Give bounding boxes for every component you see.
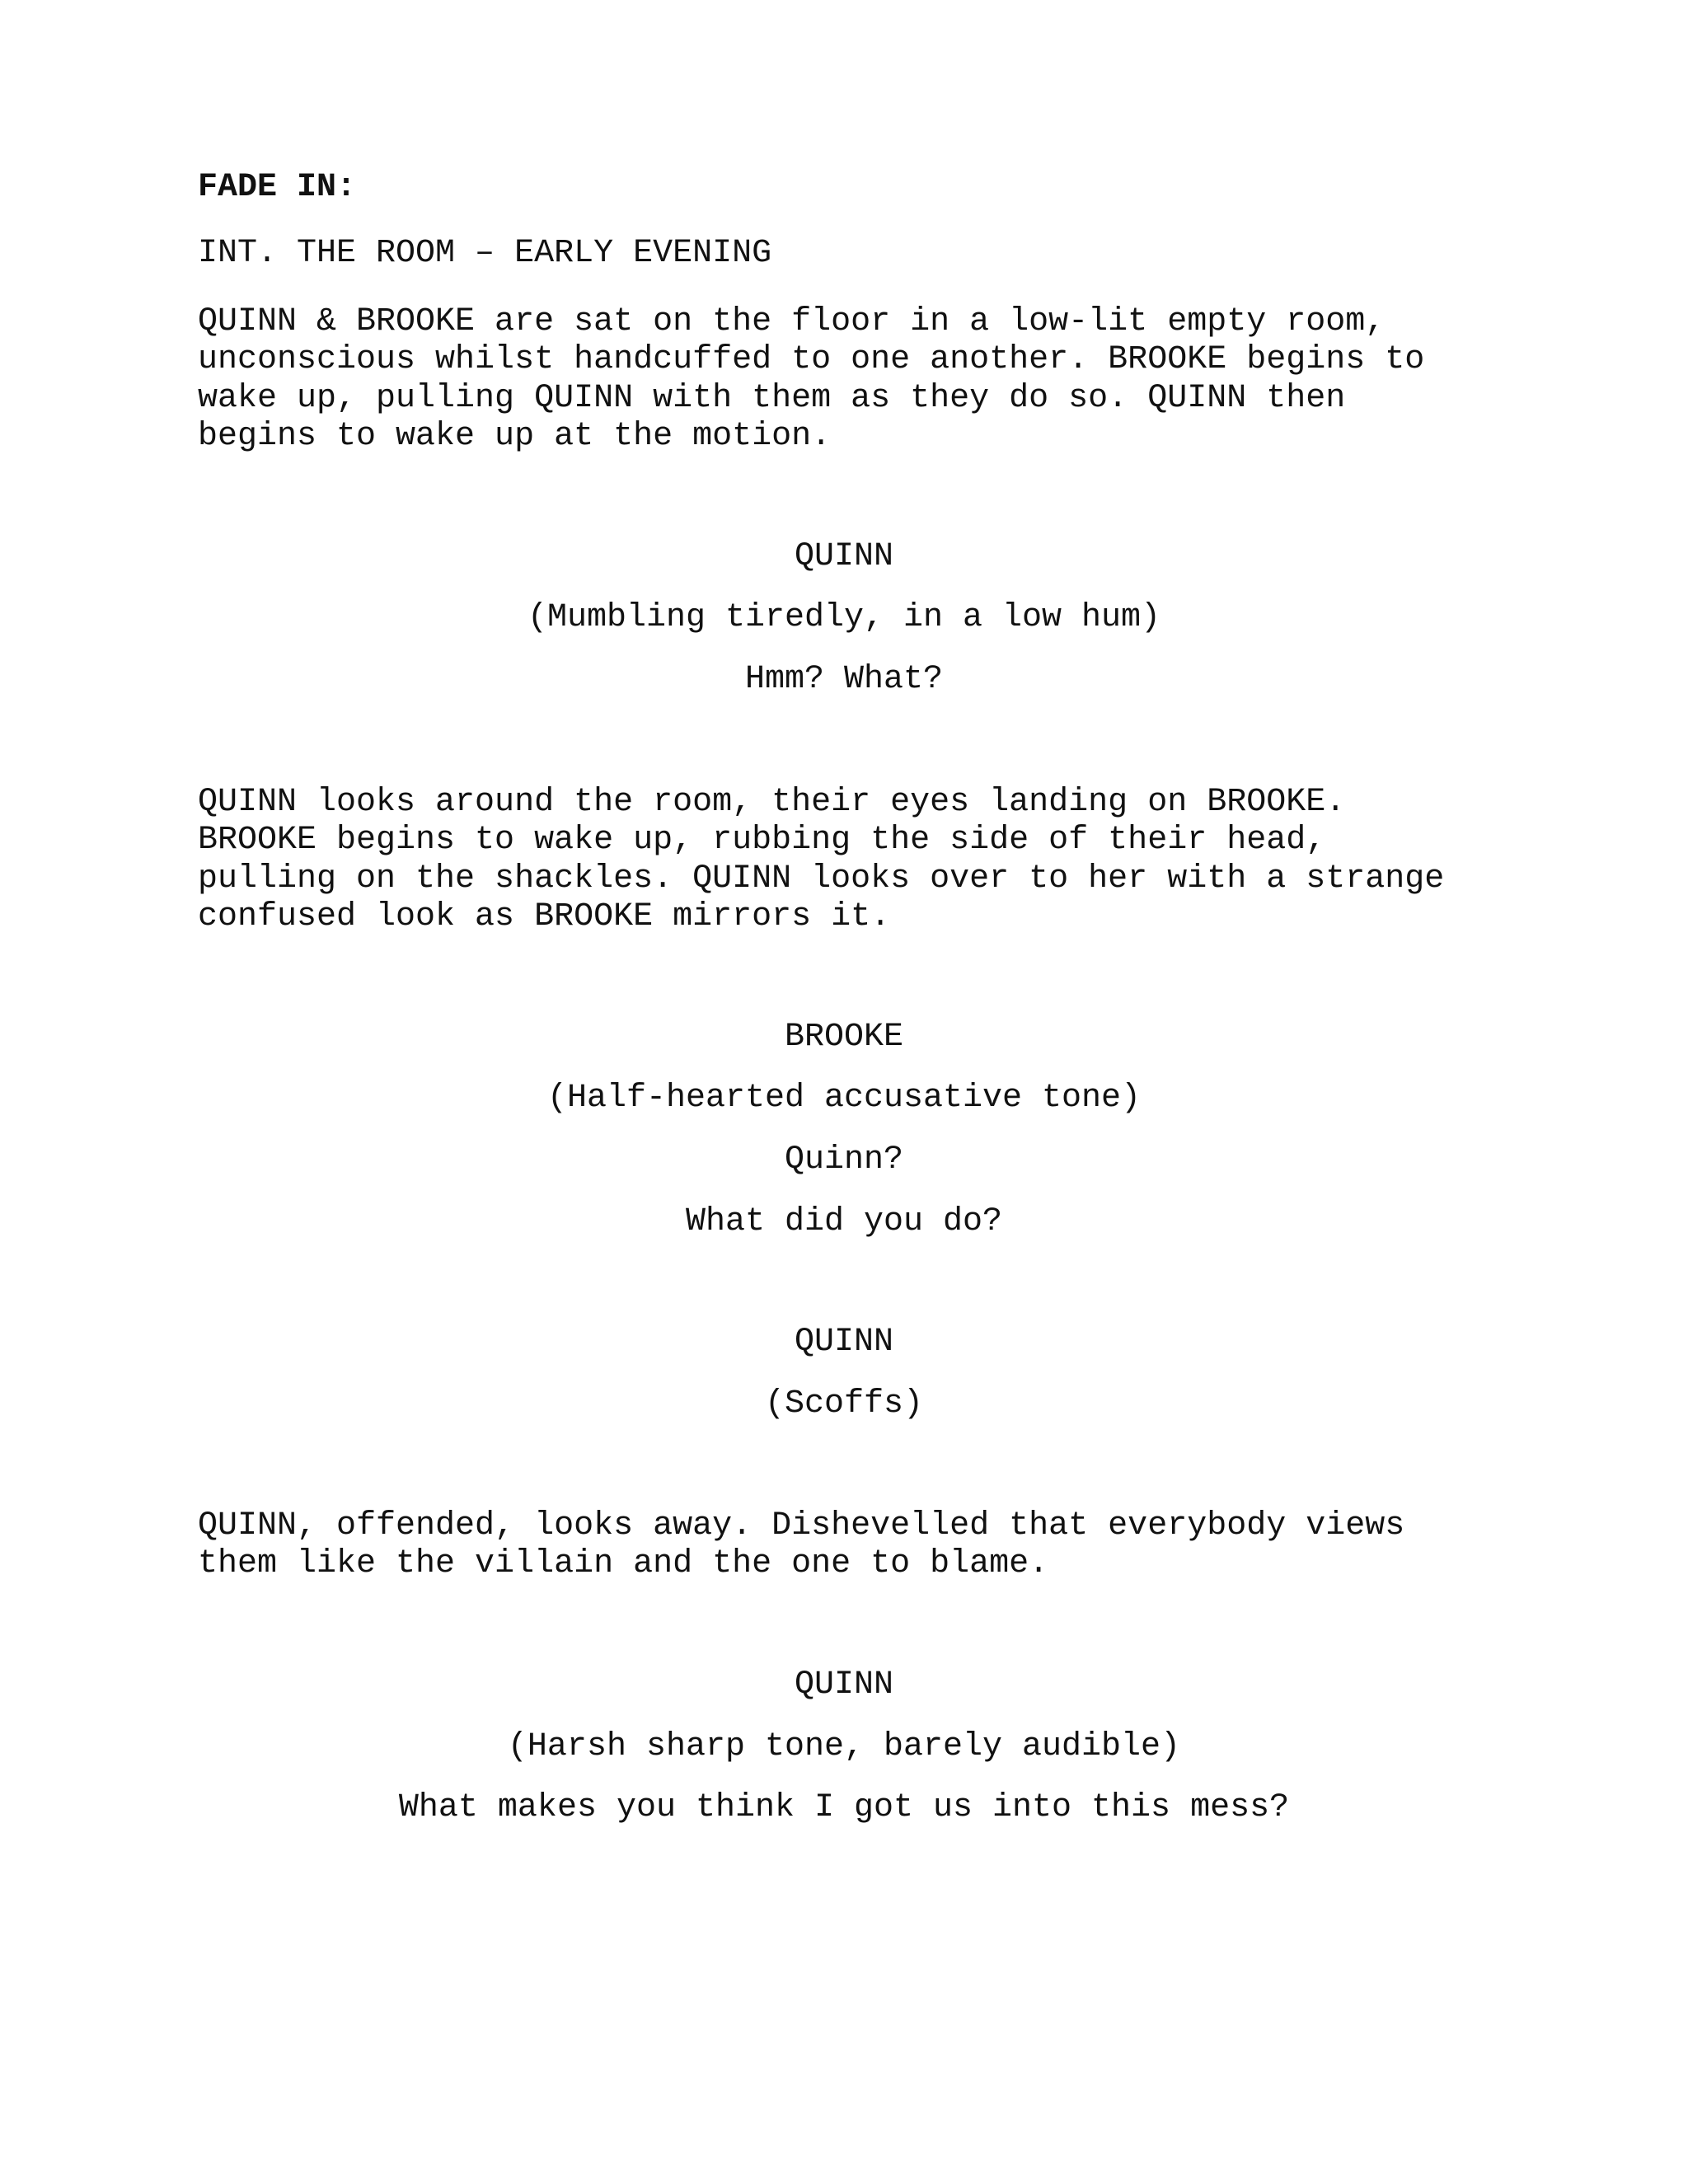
action-line: QUINN looks around the room, their eyes landing on BROOKE. [198,784,1346,821]
transition: FADE IN: [198,169,357,206]
action-line: begins to wake up at the motion. [198,418,832,455]
parenthetical: (Mumbling tiredly, in a low hum) [527,599,1161,636]
dialogue-line: Hmm? What? [744,661,944,698]
action-line: BROOKE begins to wake up, rubbing the side of their head, [198,822,1326,859]
character-name: QUINN [794,1324,894,1361]
dialogue-line: Quinn? [784,1141,904,1179]
action-line: them like the villain and the one to blame. [198,1545,1049,1582]
parenthetical: (Harsh sharp tone, barely audible) [507,1728,1181,1765]
action-line: unconscious whilst handcuffed to one another. BROOKE begins to [198,341,1425,378]
action-line: QUINN & BROOKE are sat on the floor in a low-lit empty room, [198,303,1386,340]
character-name: QUINN [794,1666,894,1704]
character-name: QUINN [794,538,894,575]
action-line: confused look as BROOKE mirrors it. [198,898,891,935]
dialogue-line: What makes you think I got us into this mess? [398,1789,1290,1826]
character-name: BROOKE [784,1019,904,1056]
action-line: wake up, pulling QUINN with them as they do so. QUINN then [198,380,1346,417]
parenthetical: (Half-hearted accusative tone) [546,1080,1142,1117]
parenthetical: (Scoffs) [764,1385,924,1422]
action-line: pulling on the shackles. QUINN looks over to her with a strange [198,860,1445,898]
action-line: QUINN, offended, looks away. Dishevelled that everybody views [198,1507,1405,1544]
scene-heading: INT. THE ROOM – EARLY EVENING [198,235,772,272]
dialogue-line: What did you do? [685,1203,1003,1240]
